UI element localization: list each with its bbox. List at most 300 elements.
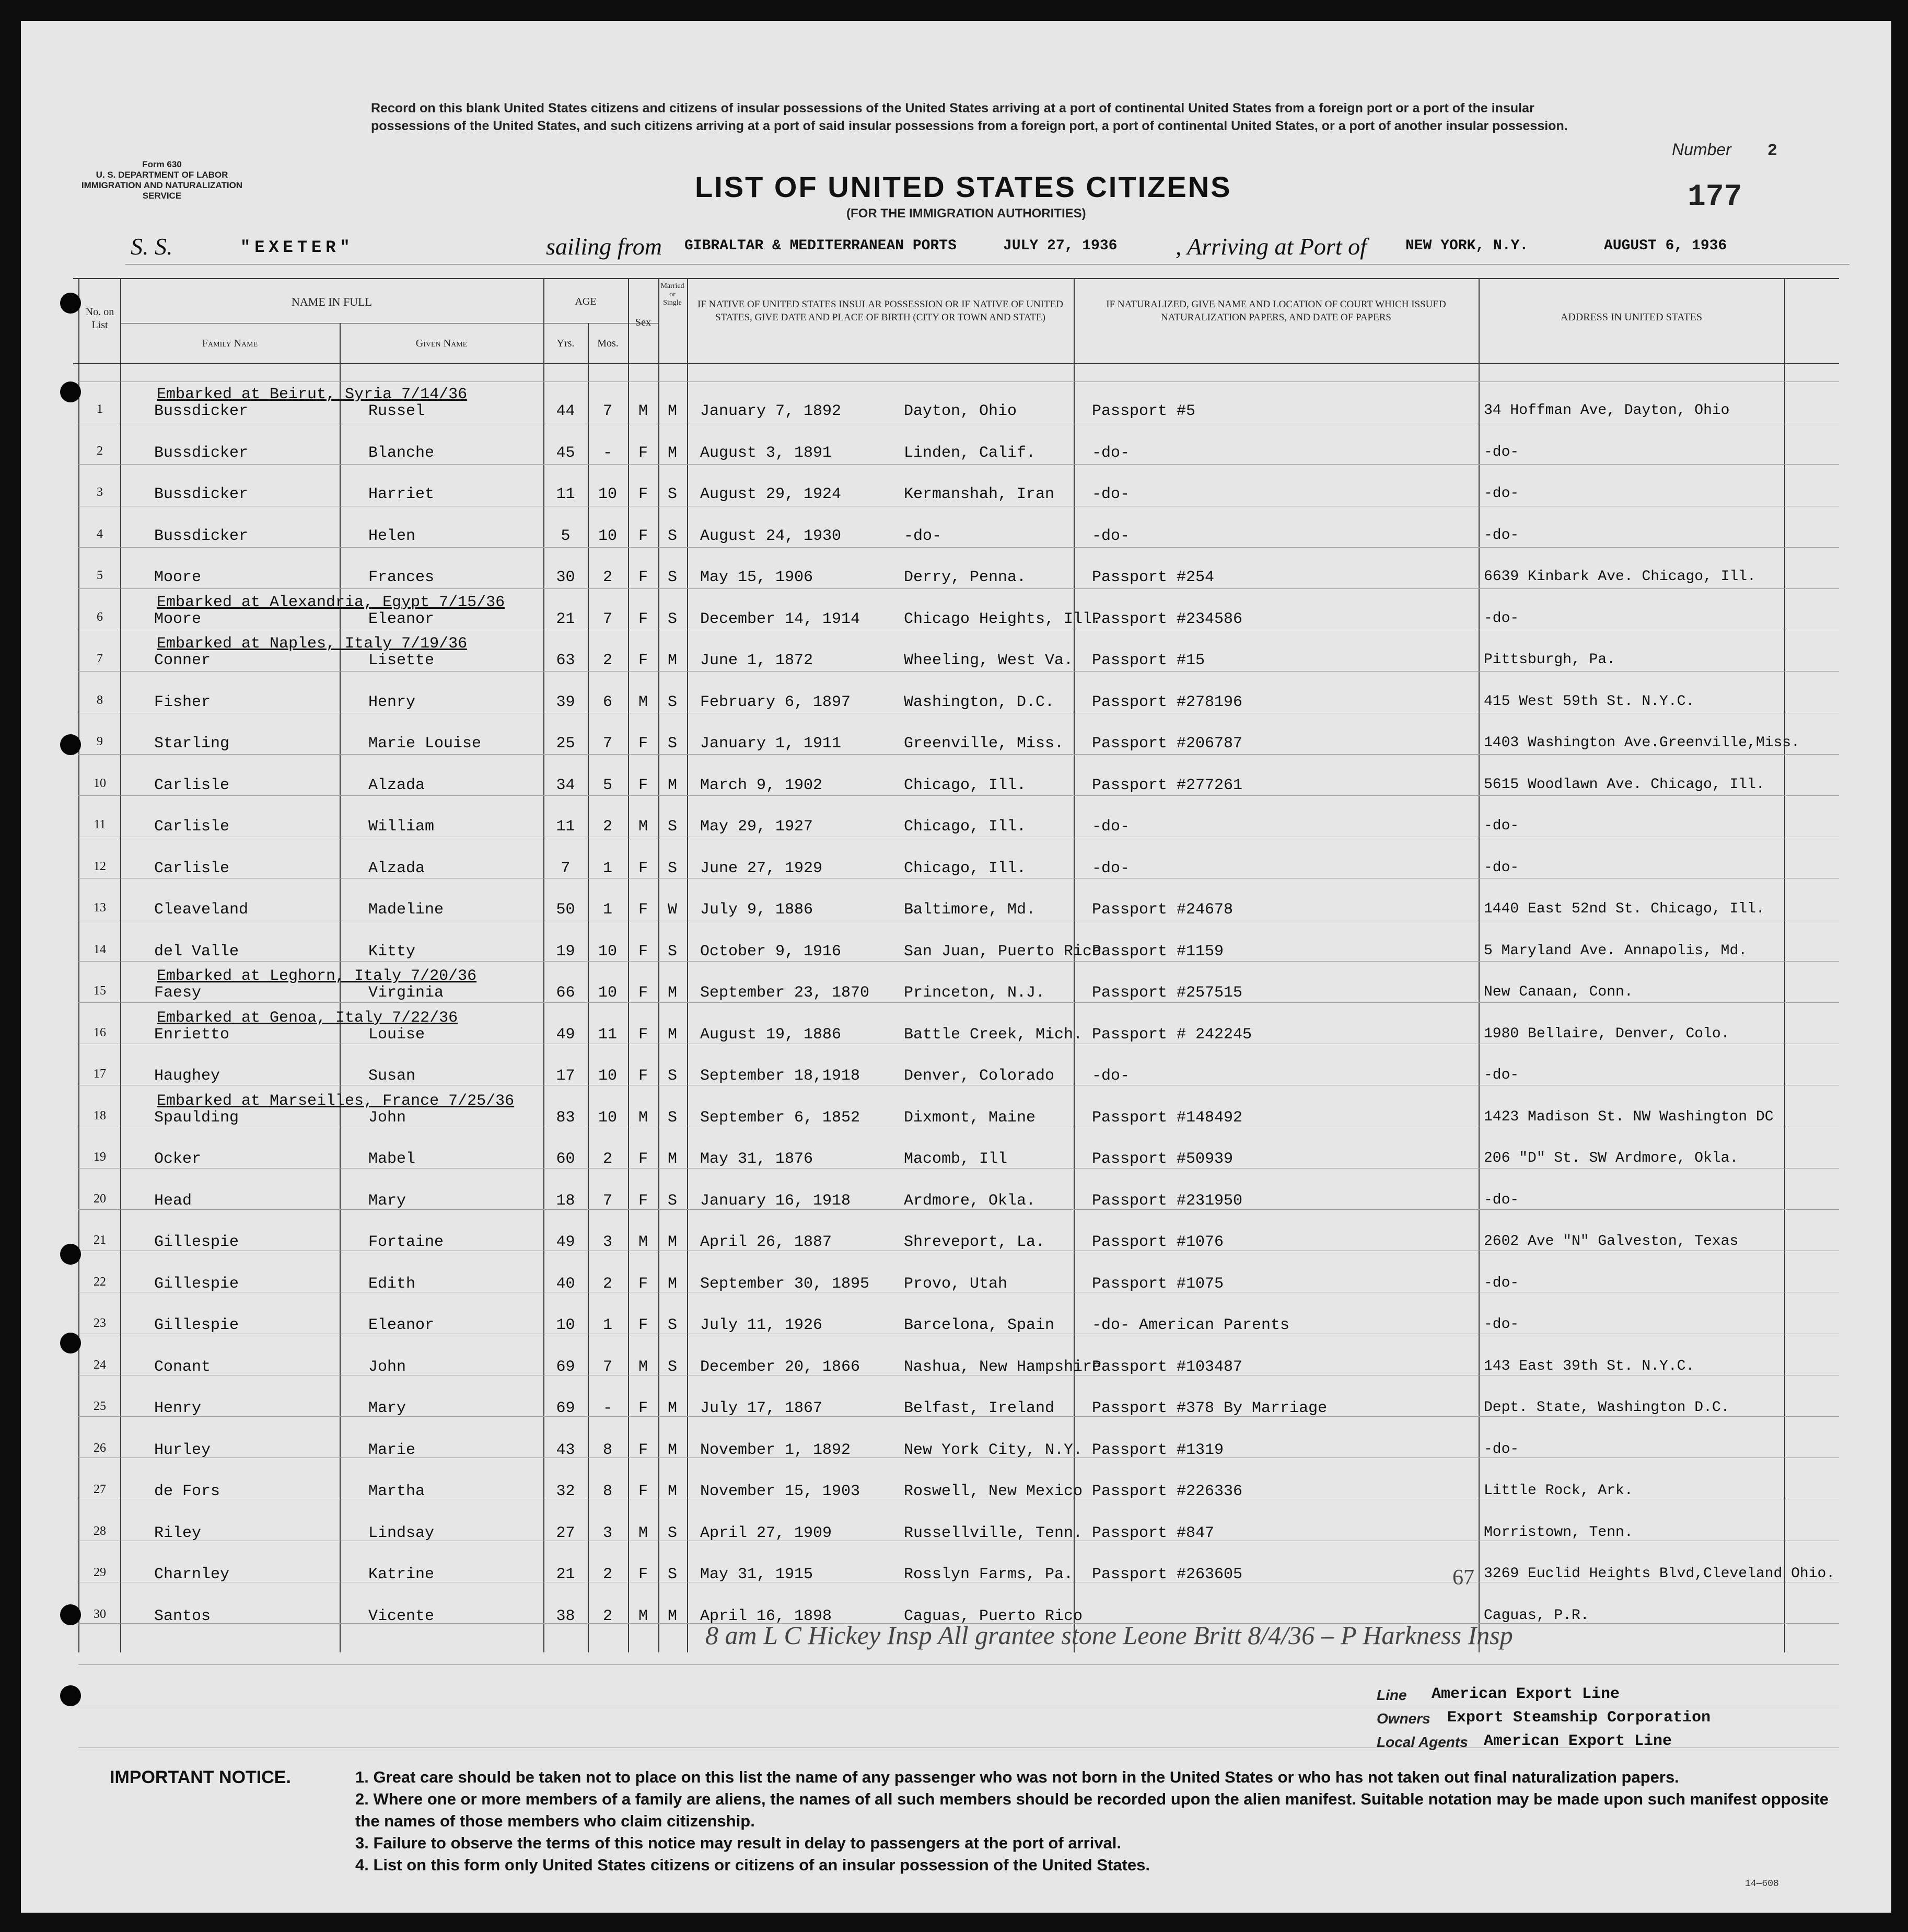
cell-birth-place: San Juan, Puerto Rico [904, 942, 1102, 961]
cell-family: Moore [154, 569, 202, 586]
cell-mos: 3 [602, 1233, 612, 1251]
cell-yrs: 34 [556, 776, 575, 794]
cell-birth-date: January 7, 1892 [700, 402, 842, 420]
cell-address: New Canaan, Conn. [1484, 984, 1633, 1000]
form-code: 14—608 [1745, 1879, 1779, 1889]
cell-papers: Passport #231950 [1092, 1191, 1243, 1210]
cell-no: 18 [94, 1108, 106, 1123]
cell-yrs: 38 [556, 1607, 575, 1625]
cell-given: Harriet [368, 485, 435, 503]
cell-address: 1980 Bellaire, Denver, Colo. [1484, 1025, 1730, 1042]
cell-mos: 1 [602, 901, 612, 919]
cell-mos: 10 [598, 942, 617, 961]
cell-family: Santos [154, 1607, 211, 1625]
cell-yrs: 21 [556, 1566, 575, 1583]
cell-no: 11 [94, 818, 106, 831]
cell-birth-place: Chicago, Ill. [904, 859, 1027, 877]
cell-yrs: 7 [561, 859, 571, 877]
cell-no: 28 [94, 1524, 106, 1538]
cell-sex: M [638, 1358, 648, 1376]
notice-item-1: 1. Great care should be taken not to place on this list the name of any passenger who was not born in the United States or who has not taken out final naturalization papers. [355, 1768, 1679, 1786]
cell-sex: M [638, 1108, 648, 1127]
cell-birth-place: Russellville, Tenn. [904, 1524, 1083, 1542]
page-number: 177 [1688, 180, 1742, 214]
cell-given: William [368, 818, 435, 836]
cell-sex: F [638, 1191, 648, 1210]
cell-birth-place: Derry, Penna. [904, 569, 1027, 586]
cell-papers: Passport #263605 [1092, 1566, 1243, 1583]
notice-item-3: 3. Failure to observe the terms of this notice may result in delay to passengers at the port of arrival. [355, 1834, 1122, 1852]
cell-birth-place: Provo, Utah [904, 1275, 1008, 1293]
cell-birth-date: March 9, 1902 [700, 776, 823, 794]
cell-birth-date: May 15, 1906 [700, 569, 813, 586]
cell-papers: Passport #226336 [1092, 1483, 1243, 1500]
embarked-note: Embarked at Alexandria, Egypt 7/15/36 [157, 593, 505, 611]
number-label: Number [1672, 140, 1731, 159]
cell-no: 10 [94, 776, 106, 790]
cell-sex: F [638, 901, 648, 919]
cell-birth-place: Denver, Colorado [904, 1067, 1055, 1085]
cell-ms: M [667, 652, 677, 669]
cell-sex: F [638, 1399, 648, 1417]
cell-ms: S [667, 1108, 677, 1127]
cell-given: Russel [368, 402, 425, 420]
cell-sex: M [638, 693, 648, 711]
cell-given: Mabel [368, 1150, 416, 1168]
sailing-label: sailing from [546, 233, 662, 260]
cell-birth-date: June 1, 1872 [700, 652, 813, 669]
cell-yrs: 5 [561, 527, 571, 545]
cell-mos: 2 [602, 818, 612, 836]
cell-papers: -do- [1092, 485, 1130, 503]
cell-mos: 2 [602, 652, 612, 669]
cell-birth-place: Ardmore, Okla. [904, 1191, 1036, 1210]
cell-ms: M [667, 444, 677, 462]
cell-family: Ocker [154, 1150, 202, 1168]
cell-papers: Passport #5 [1092, 402, 1196, 420]
cell-address: -do- [1484, 1275, 1519, 1291]
cell-yrs: 18 [556, 1191, 575, 1210]
cell-papers: Passport #847 [1092, 1524, 1215, 1542]
cell-birth-date: July 17, 1867 [700, 1399, 823, 1417]
cell-papers: -do- [1092, 444, 1130, 462]
cell-family: Moore [154, 610, 202, 628]
cell-sex: F [638, 1483, 648, 1500]
form-line-2: U. S. DEPARTMENT OF LABOR [96, 170, 228, 180]
cell-mos: 8 [602, 1441, 612, 1459]
cell-ms: M [667, 1483, 677, 1500]
cell-given: Madeline [368, 901, 444, 919]
cell-family: de Fors [154, 1483, 220, 1500]
cell-family: Conner [154, 652, 211, 669]
cell-birth-date: April 26, 1887 [700, 1233, 832, 1251]
cell-no: 8 [97, 693, 103, 707]
cell-given: Eleanor [368, 610, 435, 628]
form-line-1: Form 630 [142, 159, 182, 169]
record-instructions: Record on this blank United States citizens and citizens of insular possessions of the United States arriving at a port of continental United States from a foreign port or a port of the insular possessions of the United States, and such citizens arriving at a port of said insular possessions from a foreign port, a port of continental United States, or a port of another insular possession. [371, 101, 1568, 133]
cell-ms: S [667, 735, 677, 753]
cell-mos: 10 [598, 485, 617, 503]
cell-papers: Passport #1076 [1092, 1233, 1224, 1251]
cell-yrs: 17 [556, 1067, 575, 1085]
cell-no: 17 [94, 1067, 106, 1081]
cell-given: Martha [368, 1483, 425, 1500]
cell-ms: M [667, 776, 677, 794]
cell-given: Louise [368, 1025, 425, 1044]
number-field [1672, 140, 1777, 160]
number-value: 2 [1767, 141, 1777, 160]
cell-family: Head [154, 1191, 192, 1210]
cell-address: 6639 Kinbark Ave. Chicago, Ill. [1484, 569, 1756, 585]
cell-no: 30 [94, 1607, 106, 1621]
cell-family: Cleaveland [154, 901, 249, 919]
cell-sex: F [638, 1067, 648, 1085]
owners-value: Export Steamship Corporation [1447, 1709, 1711, 1727]
cell-birth-place: Chicago, Ill. [904, 776, 1027, 794]
cell-ms: M [667, 1399, 677, 1417]
cell-yrs: 19 [556, 942, 575, 961]
inspector-signature: 8 am L C Hickey Insp All grantee stone Leone Britt 8/4/36 – P Harkness Insp [705, 1621, 1513, 1650]
cell-given: John [368, 1358, 406, 1376]
cell-papers: Passport # 242245 [1092, 1025, 1252, 1044]
cell-ms: M [667, 1441, 677, 1459]
manifest-sheet [21, 21, 1891, 1913]
cell-given: Virginia [368, 984, 444, 1002]
cell-mos: 7 [602, 402, 612, 420]
form-number [63, 159, 261, 201]
cell-yrs: 30 [556, 569, 575, 586]
cell-papers: -do- [1092, 818, 1130, 836]
cell-yrs: 39 [556, 693, 575, 711]
cell-mos: 7 [602, 1358, 612, 1376]
cell-sex: F [638, 569, 648, 586]
cell-family: Henry [154, 1399, 202, 1417]
cell-address: 1423 Madison St. NW Washington DC [1484, 1108, 1774, 1125]
cell-given: Helen [368, 527, 416, 545]
line-label: Line [1377, 1687, 1407, 1703]
cell-birth-date: January 16, 1918 [700, 1191, 851, 1210]
form-line-3: IMMIGRATION AND NATURALIZATION SERVICE [81, 180, 243, 201]
cell-family: Hurley [154, 1441, 211, 1459]
cell-given: Henry [368, 693, 416, 711]
cell-ms: M [667, 1150, 677, 1168]
cell-given: Alzada [368, 776, 425, 794]
cell-sex: F [638, 942, 648, 961]
cell-address: 415 West 59th St. N.Y.C. [1484, 693, 1695, 710]
embarked-note: Embarked at Beirut, Syria 7/14/36 [157, 386, 468, 403]
cell-yrs: 69 [556, 1358, 575, 1376]
cell-yrs: 21 [556, 610, 575, 628]
cell-mos: 8 [602, 1483, 612, 1500]
line-value: American Export Line [1432, 1685, 1620, 1703]
cell-ms: S [667, 1524, 677, 1542]
cell-no: 25 [94, 1399, 106, 1413]
cell-family: Carlisle [154, 859, 230, 877]
cell-sex: F [638, 859, 648, 877]
cell-sex: M [638, 1233, 648, 1251]
cell-yrs: 10 [556, 1316, 575, 1334]
embarked-note: Embarked at Marseilles, France 7/25/36 [157, 1092, 515, 1110]
cell-birth-date: May 29, 1927 [700, 818, 813, 836]
cell-family: Enrietto [154, 1025, 230, 1044]
col-header-address: ADDRESS IN UNITED STATES [1560, 311, 1703, 323]
punch-hole [60, 734, 81, 755]
notice-item-4: 4. List on this form only United States citizens or citizens of an insular possession of the United States. [355, 1856, 1150, 1874]
col-header-family: Family Name [202, 338, 258, 349]
cell-mos: 1 [602, 1316, 612, 1334]
cell-birth-date: November 15, 1903 [700, 1483, 860, 1500]
cell-given: Susan [368, 1067, 416, 1085]
cell-no: 26 [94, 1441, 106, 1455]
cell-birth-date: April 27, 1909 [700, 1524, 832, 1542]
cell-papers: Passport #1159 [1092, 942, 1224, 961]
cell-birth-date: August 19, 1886 [700, 1025, 842, 1044]
cell-family: Bussdicker [154, 444, 249, 462]
cell-address: -do- [1484, 1316, 1519, 1333]
cell-papers: Passport #277261 [1092, 776, 1243, 794]
cell-no: 7 [97, 652, 103, 665]
cell-sex: F [638, 776, 648, 794]
cell-birth-date: June 27, 1929 [700, 859, 823, 877]
cell-birth-date: January 1, 1911 [700, 735, 842, 753]
cell-birth-place: Linden, Calif. [904, 444, 1036, 462]
cell-no: 24 [94, 1358, 106, 1372]
cell-ms: S [667, 1566, 677, 1583]
punch-hole [60, 1244, 81, 1265]
cell-birth-place: -do- [904, 527, 942, 545]
cell-address: -do- [1484, 610, 1519, 627]
cell-given: Fortaine [368, 1233, 444, 1251]
cell-no: 22 [94, 1275, 106, 1289]
cell-family: Haughey [154, 1067, 220, 1085]
cell-mos: 2 [602, 1150, 612, 1168]
cell-yrs: 63 [556, 652, 575, 669]
cell-papers: Passport #278196 [1092, 693, 1243, 711]
owners-label: Owners [1377, 1710, 1430, 1727]
cell-birth-date: November 1, 1892 [700, 1441, 851, 1459]
cell-given: Vicente [368, 1607, 435, 1625]
cell-papers: Passport #1319 [1092, 1441, 1224, 1459]
cell-birth-place: Wheeling, West Va. [904, 652, 1074, 669]
cell-ms: M [667, 984, 677, 1002]
cell-sex: F [638, 1316, 648, 1334]
cell-birth-date: September 30, 1895 [700, 1275, 870, 1293]
cell-mos: 6 [602, 693, 612, 711]
cell-mos: 10 [598, 1108, 617, 1127]
cell-yrs: 27 [556, 1524, 575, 1542]
cell-family: Bussdicker [154, 402, 249, 420]
cell-address: Dept. State, Washington D.C. [1484, 1399, 1730, 1416]
cell-address: 1403 Washington Ave.Greenville,Miss. [1484, 735, 1800, 751]
cell-yrs: 66 [556, 984, 575, 1002]
cell-no: 29 [94, 1566, 106, 1579]
cell-mos: - [602, 1399, 612, 1417]
cell-sex: F [638, 984, 648, 1002]
cell-ms: M [667, 1233, 677, 1251]
cell-no: 27 [94, 1483, 106, 1496]
cell-address: Caguas, P.R. [1484, 1607, 1589, 1624]
cell-family: Bussdicker [154, 485, 249, 503]
cell-sex: M [638, 1607, 648, 1625]
col-header-yrs: Yrs. [556, 338, 575, 349]
cell-papers: Passport #148492 [1092, 1108, 1243, 1127]
ship-name: "EXETER" [240, 238, 354, 257]
embarked-note: Embarked at Genoa, Italy 7/22/36 [157, 1009, 458, 1027]
cell-mos: 7 [602, 610, 612, 628]
cell-address: 143 East 39th St. N.Y.C. [1484, 1358, 1695, 1374]
cell-no: 15 [94, 984, 106, 998]
cell-mos: 11 [598, 1025, 617, 1044]
cell-no: 1 [97, 402, 103, 416]
cell-sex: F [638, 485, 648, 503]
cell-sex: M [638, 402, 648, 420]
cell-no: 12 [94, 859, 106, 873]
cell-sex: F [638, 444, 648, 462]
sailing-date: JULY 27, 1936 [1003, 238, 1118, 254]
cell-family: Faesy [154, 984, 202, 1002]
cell-ms: M [667, 1025, 677, 1044]
cell-family: Fisher [154, 693, 211, 711]
cell-yrs: 40 [556, 1275, 575, 1293]
agents-value: American Export Line [1484, 1732, 1672, 1750]
cell-no: 16 [94, 1025, 106, 1039]
cell-mos: 7 [602, 1191, 612, 1210]
cell-yrs: 32 [556, 1483, 575, 1500]
cell-given: John [368, 1108, 406, 1127]
cell-mos: 2 [602, 569, 612, 586]
col-header-mos: Mos. [597, 338, 619, 349]
cell-no: 21 [94, 1233, 106, 1247]
cell-address: 1440 East 52nd St. Chicago, Ill. [1484, 901, 1765, 917]
cell-family: Riley [154, 1524, 202, 1542]
cell-birth-place: Chicago, Ill. [904, 818, 1027, 836]
cell-ms: M [667, 402, 677, 420]
cell-birth-place: Dayton, Ohio [904, 402, 1017, 420]
cell-birth-date: May 31, 1876 [700, 1150, 813, 1168]
cell-birth-date: August 29, 1924 [700, 485, 842, 503]
cell-given: Katrine [368, 1566, 435, 1583]
arrival-date: AUGUST 6, 1936 [1604, 238, 1727, 254]
cell-birth-date: December 14, 1914 [700, 610, 860, 628]
cell-birth-date: December 20, 1866 [700, 1358, 860, 1376]
cell-yrs: 49 [556, 1025, 575, 1044]
cell-mos: 2 [602, 1275, 612, 1293]
cell-family: del Valle [154, 942, 239, 961]
col-header-age: AGE [575, 296, 597, 307]
cell-no: 9 [97, 735, 103, 748]
cell-address: Morristown, Tenn. [1484, 1524, 1633, 1541]
cell-papers: Passport #234586 [1092, 610, 1243, 628]
cell-mos: 10 [598, 1067, 617, 1085]
cell-yrs: 43 [556, 1441, 575, 1459]
cell-family: Bussdicker [154, 527, 249, 545]
cell-yrs: 69 [556, 1399, 575, 1417]
cell-ms: S [667, 1067, 677, 1085]
cell-no: 13 [94, 901, 106, 915]
cell-papers: Passport #254 [1092, 569, 1215, 586]
col-header-married: Married or Single [660, 282, 684, 307]
cell-given: Lindsay [368, 1524, 435, 1542]
cell-address: -do- [1484, 527, 1519, 543]
cell-birth-place: Baltimore, Md. [904, 901, 1036, 919]
punch-hole [60, 1604, 81, 1625]
cell-given: Blanche [368, 444, 435, 462]
cell-yrs: 11 [556, 818, 575, 836]
cell-sex: F [638, 1275, 648, 1293]
cell-address: -do- [1484, 818, 1519, 834]
cell-birth-place: Roswell, New Mexico [904, 1483, 1083, 1500]
cell-address: -do- [1484, 444, 1519, 460]
cell-address: -do- [1484, 1191, 1519, 1208]
punch-hole [60, 1685, 81, 1706]
ss-label: S. S. [131, 233, 173, 260]
punch-hole [60, 1333, 81, 1353]
margin-annotation: 67 [1452, 1566, 1474, 1590]
cell-sex: F [638, 1566, 648, 1583]
cell-mos: 3 [602, 1524, 612, 1542]
cell-address: Little Rock, Ark. [1484, 1483, 1633, 1499]
cell-birth-place: Greenville, Miss. [904, 735, 1064, 753]
cell-birth-date: September 18,1918 [700, 1067, 860, 1085]
cell-address: 3269 Euclid Heights Blvd,Cleveland Ohio. [1484, 1566, 1835, 1582]
sailing-from: GIBRALTAR & MEDITERRANEAN PORTS [684, 238, 957, 254]
cell-birth-place: Belfast, Ireland [904, 1399, 1055, 1417]
cell-ms: S [667, 859, 677, 877]
cell-sex: F [638, 652, 648, 669]
cell-birth-date: July 11, 1926 [700, 1316, 823, 1334]
cell-family: Conant [154, 1358, 211, 1376]
cell-mos: 1 [602, 859, 612, 877]
cell-mos: 10 [598, 527, 617, 545]
cell-mos: - [602, 444, 612, 462]
cell-yrs: 44 [556, 402, 575, 420]
cell-ms: S [667, 818, 677, 836]
cell-family: Gillespie [154, 1316, 239, 1334]
cell-family: Carlisle [154, 818, 230, 836]
cell-given: Mary [368, 1191, 406, 1210]
cell-ms: M [667, 1275, 677, 1293]
cell-birth-place: Caguas, Puerto Rico [904, 1607, 1083, 1625]
cell-papers: -do- [1092, 1067, 1130, 1085]
cell-mos: 2 [602, 1607, 612, 1625]
cell-yrs: 25 [556, 735, 575, 753]
cell-mos: 2 [602, 1566, 612, 1583]
cell-yrs: 60 [556, 1150, 575, 1168]
cell-sex: F [638, 735, 648, 753]
cell-birth-place: Dixmont, Maine [904, 1108, 1036, 1127]
cell-papers: Passport #24678 [1092, 901, 1234, 919]
cell-family: Gillespie [154, 1233, 239, 1251]
agents-label: Local Agents [1377, 1734, 1468, 1750]
cell-family: Carlisle [154, 776, 230, 794]
cell-birth-date: May 31, 1915 [700, 1566, 813, 1583]
cell-ms: S [667, 610, 677, 628]
cell-birth-place: Washington, D.C. [904, 693, 1055, 711]
cell-no: 4 [97, 527, 103, 541]
cell-papers: -do- [1092, 859, 1130, 877]
arriving-label: , Arriving at Port of [1176, 233, 1367, 260]
cell-papers: -do- American Parents [1092, 1316, 1290, 1334]
cell-birth-place: Battle Creek, Mich. [904, 1025, 1083, 1044]
cell-birth-date: September 23, 1870 [700, 984, 870, 1002]
cell-ms: M [667, 1607, 677, 1625]
cell-address: Pittsburgh, Pa. [1484, 652, 1616, 668]
cell-given: Edith [368, 1275, 416, 1293]
cell-birth-place: Macomb, Ill [904, 1150, 1008, 1168]
cell-ms: S [667, 942, 677, 961]
cell-yrs: 50 [556, 901, 575, 919]
embarked-note: Embarked at Naples, Italy 7/19/36 [157, 635, 468, 653]
